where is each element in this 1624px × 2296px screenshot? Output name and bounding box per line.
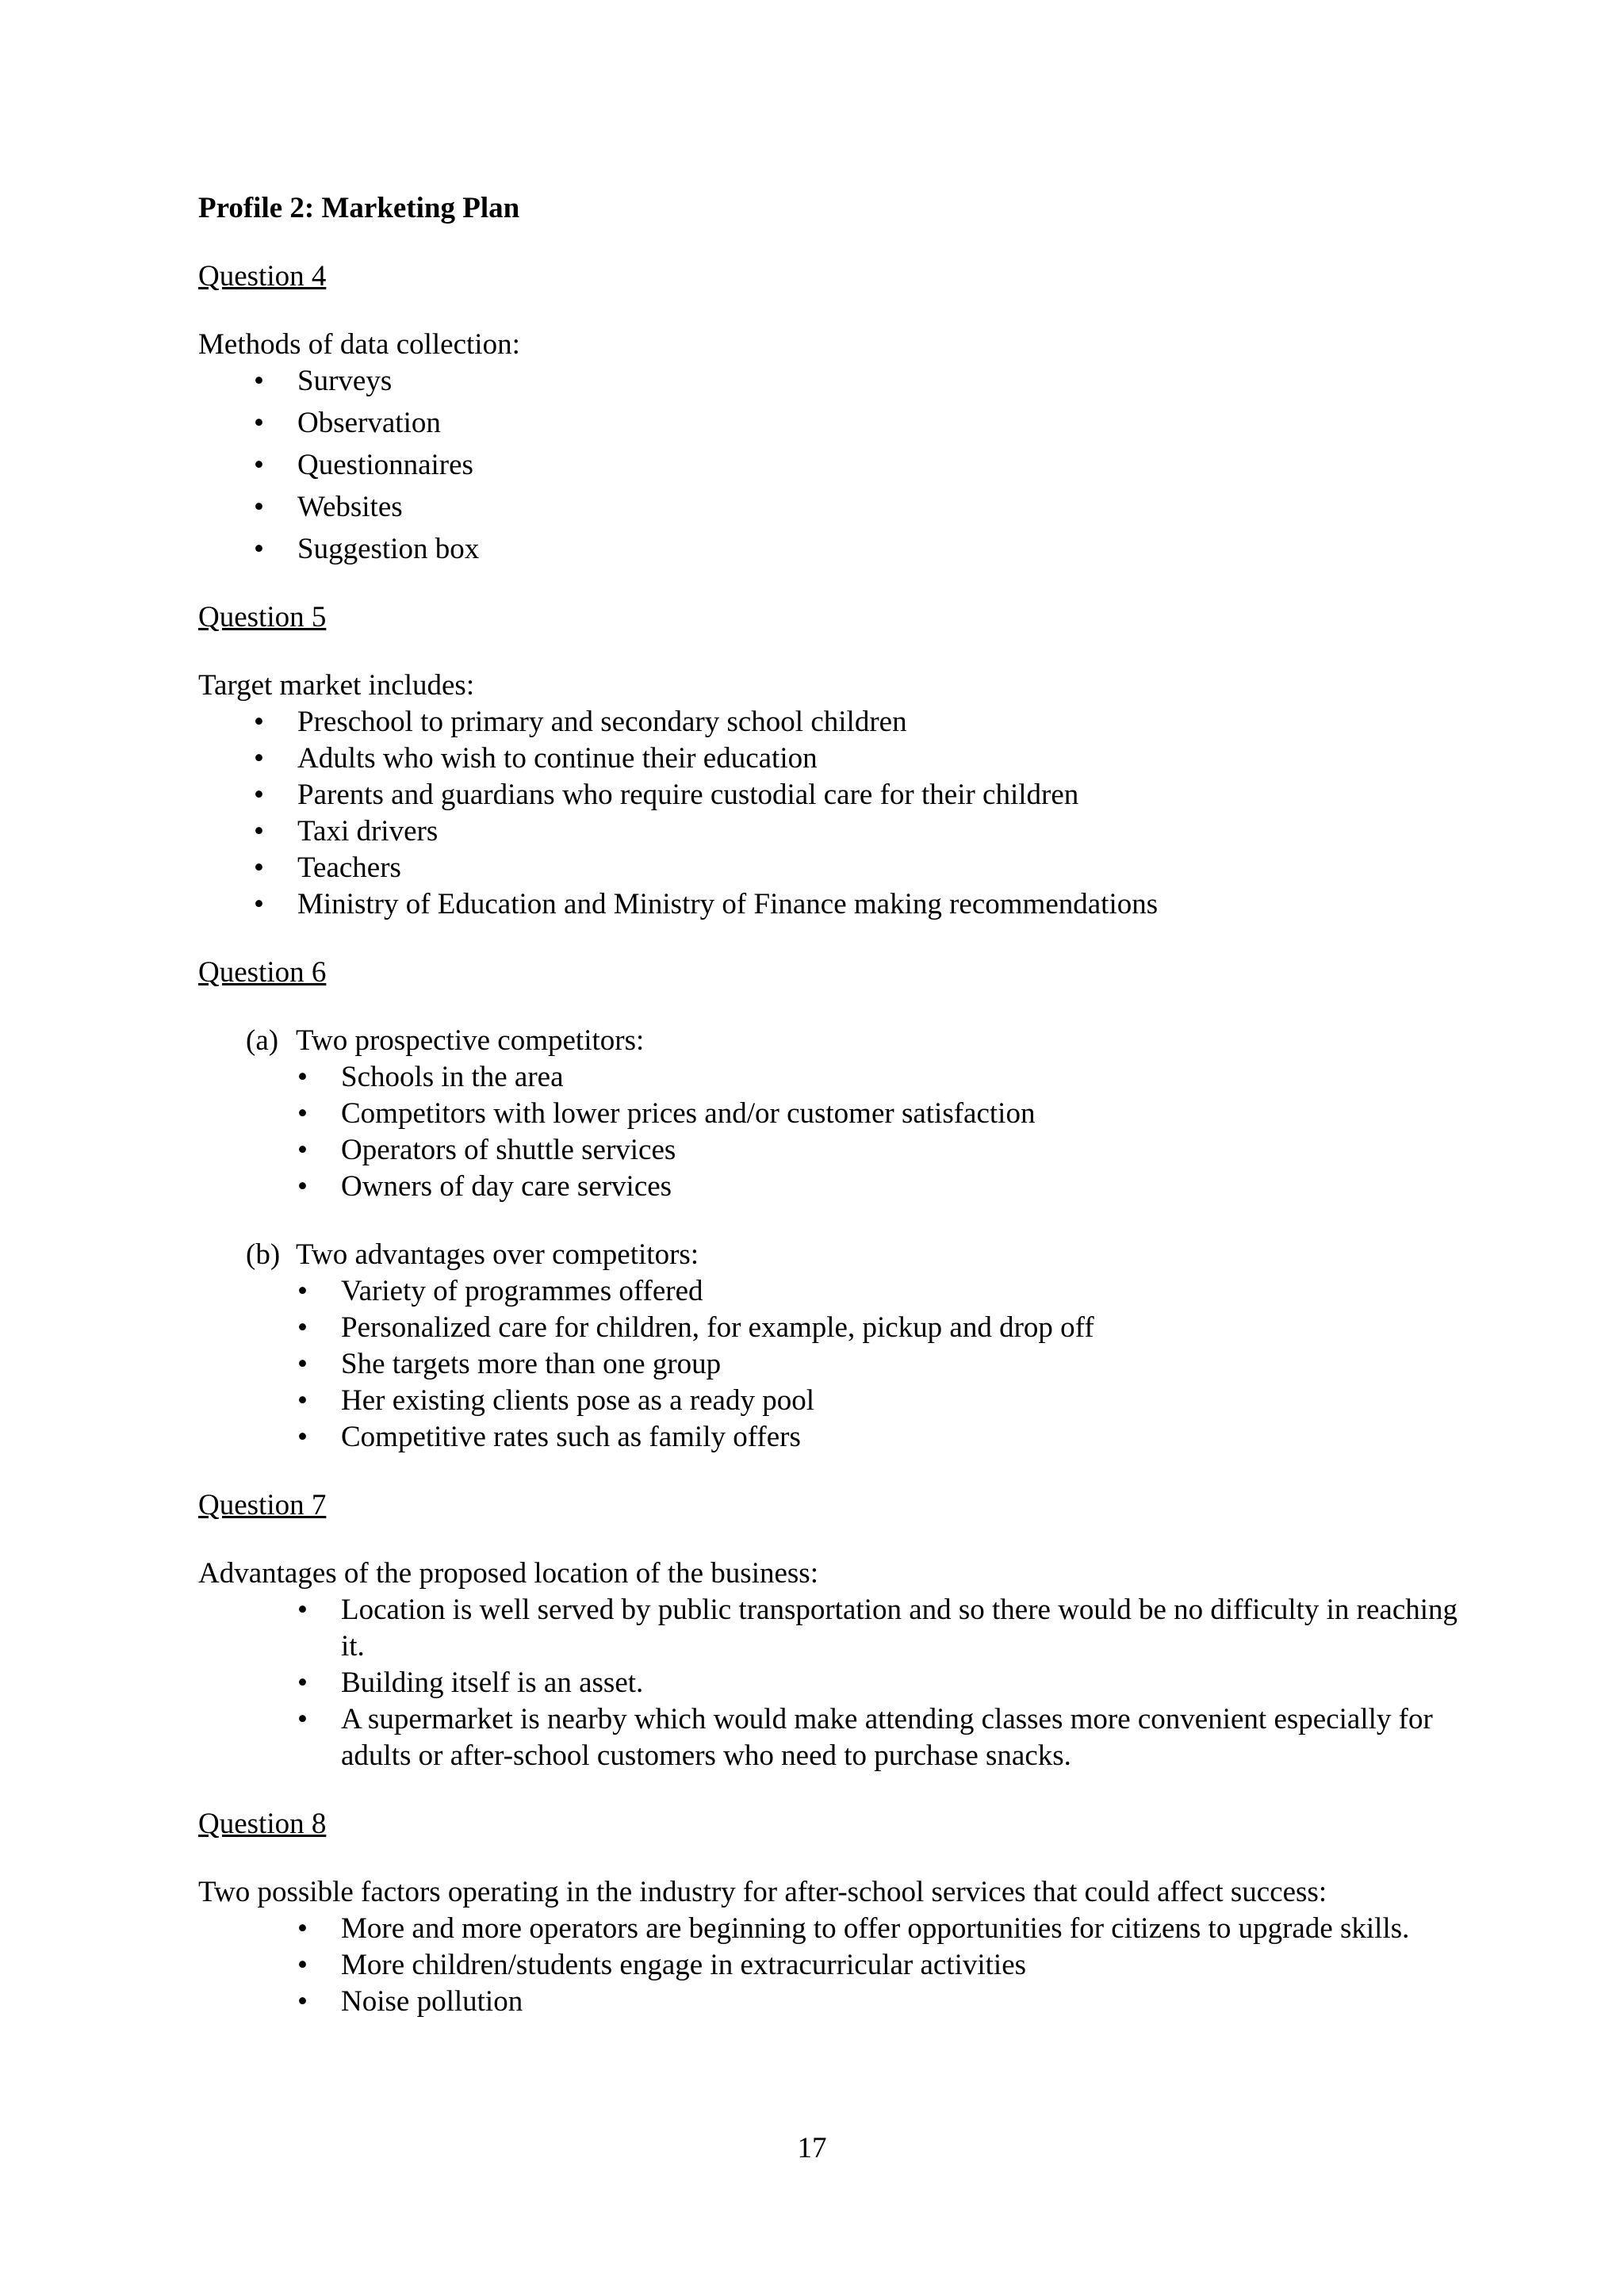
question-6b-intro: Two advantages over competitors:	[296, 1238, 699, 1271]
question-6a-label: (a)	[246, 1024, 279, 1057]
page-title: Profile 2: Marketing Plan	[198, 192, 520, 224]
list-item: • Personalized care for children, for example, pickup and drop off	[297, 1310, 1483, 1346]
question-8-heading: Question 8	[198, 1808, 327, 1840]
question-7-heading: Question 7	[198, 1489, 327, 1521]
list-item: • Questionnaires	[254, 447, 1483, 484]
question-6a-list	[246, 1059, 1483, 1205]
list-item: • Websites	[254, 489, 1483, 526]
question-6-heading: Question 6	[198, 956, 327, 989]
question-5-heading: Question 5	[198, 601, 327, 633]
list-item: • Schools in the area	[297, 1059, 1483, 1096]
list-item: • Competitors with lower prices and/or customer satisfaction	[297, 1096, 1483, 1132]
list-item: • Parents and guardians who require custodial care for their children	[254, 777, 1483, 813]
question-6b-list	[246, 1273, 1483, 1456]
list-item: • Noise pollution	[297, 1984, 1483, 2020]
list-item: • Operators of shuttle services	[297, 1132, 1483, 1169]
list-item: • Location is well served by public transportation and so there would be no difficulty in reaching it.	[297, 1592, 1483, 1665]
list-item: • Building itself is an asset.	[297, 1665, 1483, 1701]
list-item: • Suggestion box	[254, 531, 1483, 568]
question-6b-label: (b)	[246, 1238, 281, 1271]
question-6b	[198, 1237, 1483, 1456]
question-4-list	[198, 363, 1483, 568]
list-item: • A supermarket is nearby which would make attending classes more convenient especially for adults or after-school customers who need to purchase snacks.	[297, 1701, 1483, 1774]
question-7-intro: Advantages of the proposed location of the business:	[198, 1557, 818, 1590]
list-item: • Ministry of Education and Ministry of Finance making recommendations	[254, 886, 1483, 923]
question-4-intro: Methods of data collection:	[198, 328, 520, 361]
list-item: • Her existing clients pose as a ready pool	[297, 1383, 1483, 1419]
list-item: • Preschool to primary and secondary school children	[254, 704, 1483, 740]
question-6a-intro: Two prospective competitors:	[296, 1024, 645, 1057]
list-item: • Competitive rates such as family offers	[297, 1419, 1483, 1456]
question-8-intro: Two possible factors operating in the industry for after-school services that could affect success:	[198, 1876, 1327, 1908]
list-item: • More children/students engage in extracurricular activities	[297, 1947, 1483, 1984]
list-item: • Adults who wish to continue their education	[254, 740, 1483, 777]
page-number: 17	[797, 2132, 827, 2164]
list-item: • Teachers	[254, 850, 1483, 886]
document-page	[198, 190, 1483, 2052]
question-8-list	[198, 1911, 1483, 2020]
list-item: • She targets more than one group	[297, 1346, 1483, 1383]
question-6b-head	[246, 1237, 1483, 1273]
list-item: • Variety of programmes offered	[297, 1273, 1483, 1310]
list-item: • Observation	[254, 405, 1483, 442]
list-item: • More and more operators are beginning to offer opportunities for citizens to upgrade skills.	[297, 1911, 1483, 1947]
question-5-list	[198, 704, 1483, 923]
list-item: • Taxi drivers	[254, 813, 1483, 850]
question-6a-head	[246, 1023, 1483, 1059]
question-5-intro: Target market includes:	[198, 669, 475, 702]
question-4-heading: Question 4	[198, 260, 327, 293]
question-6a	[198, 1023, 1483, 1205]
list-item: • Owners of day care services	[297, 1169, 1483, 1205]
list-item: • Surveys	[254, 363, 1483, 400]
question-7-list	[198, 1592, 1483, 1774]
